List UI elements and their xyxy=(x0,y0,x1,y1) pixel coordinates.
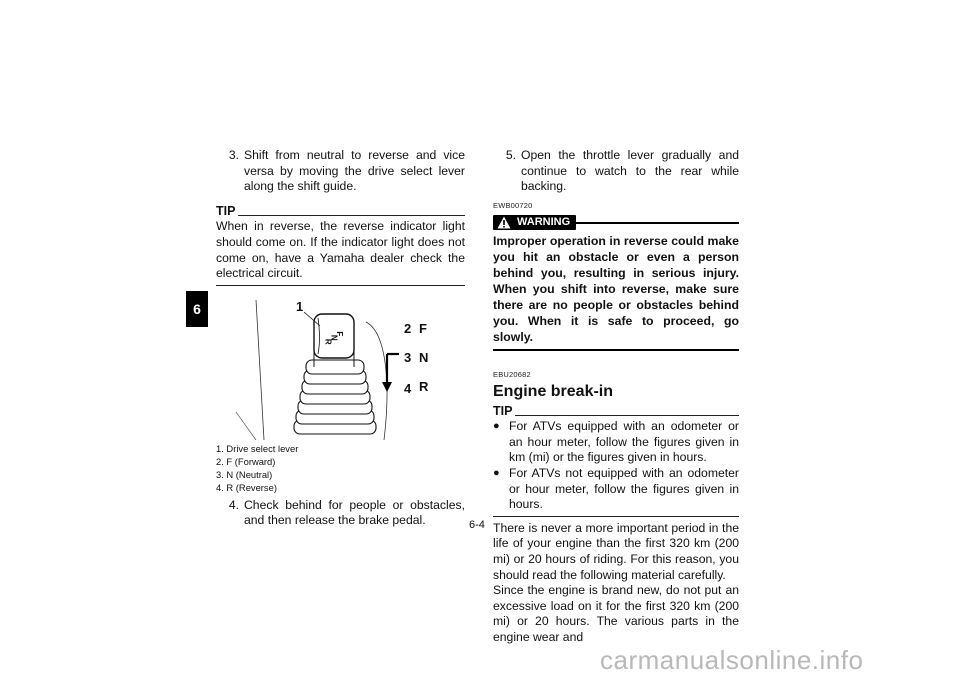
knob-mark-n: N xyxy=(329,334,339,341)
callout-1: 1 xyxy=(296,298,304,314)
section-code: EBU20682 xyxy=(493,370,531,380)
caption-1: 1. Drive select lever xyxy=(216,442,299,454)
step-4-number: 4. xyxy=(228,497,239,512)
section-title: Engine break-in xyxy=(493,382,614,400)
knob-mark-f: F xyxy=(335,331,345,336)
caption-4: 4. R (Reverse) xyxy=(216,481,277,493)
step-5-number: 5. xyxy=(505,148,516,162)
tip-bullet-1-text: For ATVs equipped with an odometer or an hour meter, follow the figures given in km (mi) or the figures given in hours. xyxy=(509,419,739,465)
figure-captions xyxy=(216,442,465,494)
warning-rule xyxy=(576,222,739,224)
step-5 xyxy=(493,148,739,195)
callout-2: 2 xyxy=(404,320,412,336)
warning-text: Improper operation in reverse could make you hit an obstacle or even a person behind you, resulting in serious injury. When you shift into reverse, make sure there are no people or obstacles behind you. When it is safe to proceed, go slowly. xyxy=(493,234,739,345)
left-column xyxy=(216,148,465,529)
tip-heading-right xyxy=(493,404,739,420)
shift-lever-illustration xyxy=(216,292,465,440)
tip-bullet-1 xyxy=(493,419,739,466)
bullet-icon: ● xyxy=(493,420,500,433)
step-3-text: Shift from neutral to reverse and vice versa by moving the drive select lever along the shift guide. xyxy=(244,148,465,194)
tip-heading xyxy=(216,204,465,220)
tip-label-right: TIP xyxy=(493,403,513,418)
body-paragraph-1: There is never a more important period in the life of your engine than the first 320 km (200 mi) or 20 hours of riding. For this reason, you should read the following material carefully. xyxy=(493,520,739,582)
warning-code: EWB00720 xyxy=(493,200,533,210)
gear-label-n: N xyxy=(419,349,429,365)
page-number: 6-4 xyxy=(469,519,485,531)
caption-2: 2. F (Forward) xyxy=(216,455,276,467)
callout-3: 3 xyxy=(404,349,412,365)
warning-badge xyxy=(493,215,576,230)
tip-bottom-rule xyxy=(216,285,465,286)
tip-text: When in reverse, the reverse indicator light should come on. If the indicator light does not come on, have a Yamaha dealer check the electrical circuit. xyxy=(216,219,465,281)
shift-lever-figure xyxy=(216,292,465,440)
gear-label-r: R xyxy=(419,378,429,394)
bullet-icon: ● xyxy=(493,466,500,479)
step-4-text: Check behind for people or obstacles, and then release the brake pedal. xyxy=(244,497,465,528)
body-paragraph-2: Since the engine is brand new, do not put an excessive load on it for the first 320 km (200 mi) or 20 hours. The various parts in the engine wear and xyxy=(493,583,739,644)
tip-rule xyxy=(238,215,465,216)
knob-mark-r: R xyxy=(323,338,333,345)
step-3-number: 3. xyxy=(228,148,239,162)
tip-bullet-2-text: For ATVs not equipped with an odometer or hour meter, follow the figures given in hours. xyxy=(509,465,739,512)
step-3 xyxy=(216,148,465,195)
tip-label: TIP xyxy=(216,203,236,218)
callout-4: 4 xyxy=(404,380,412,396)
right-column xyxy=(493,148,739,645)
step-5-text: Open the throttle lever gradually and continue to watch to the rear while backing. xyxy=(521,148,739,194)
warning-heading xyxy=(493,215,739,230)
step-4 xyxy=(216,498,465,529)
warning-triangle-icon xyxy=(497,216,511,229)
tip-rule-right xyxy=(515,415,739,416)
tip-bullet-2 xyxy=(493,466,739,513)
watermark: carmanualsonline.info xyxy=(600,645,864,675)
warning-label: WARNING xyxy=(517,216,571,229)
caption-3: 3. N (Neutral) xyxy=(216,468,273,480)
warning-bottom-rule xyxy=(493,349,739,351)
gear-label-f: F xyxy=(419,320,427,336)
chapter-tab: 6 xyxy=(186,291,208,327)
